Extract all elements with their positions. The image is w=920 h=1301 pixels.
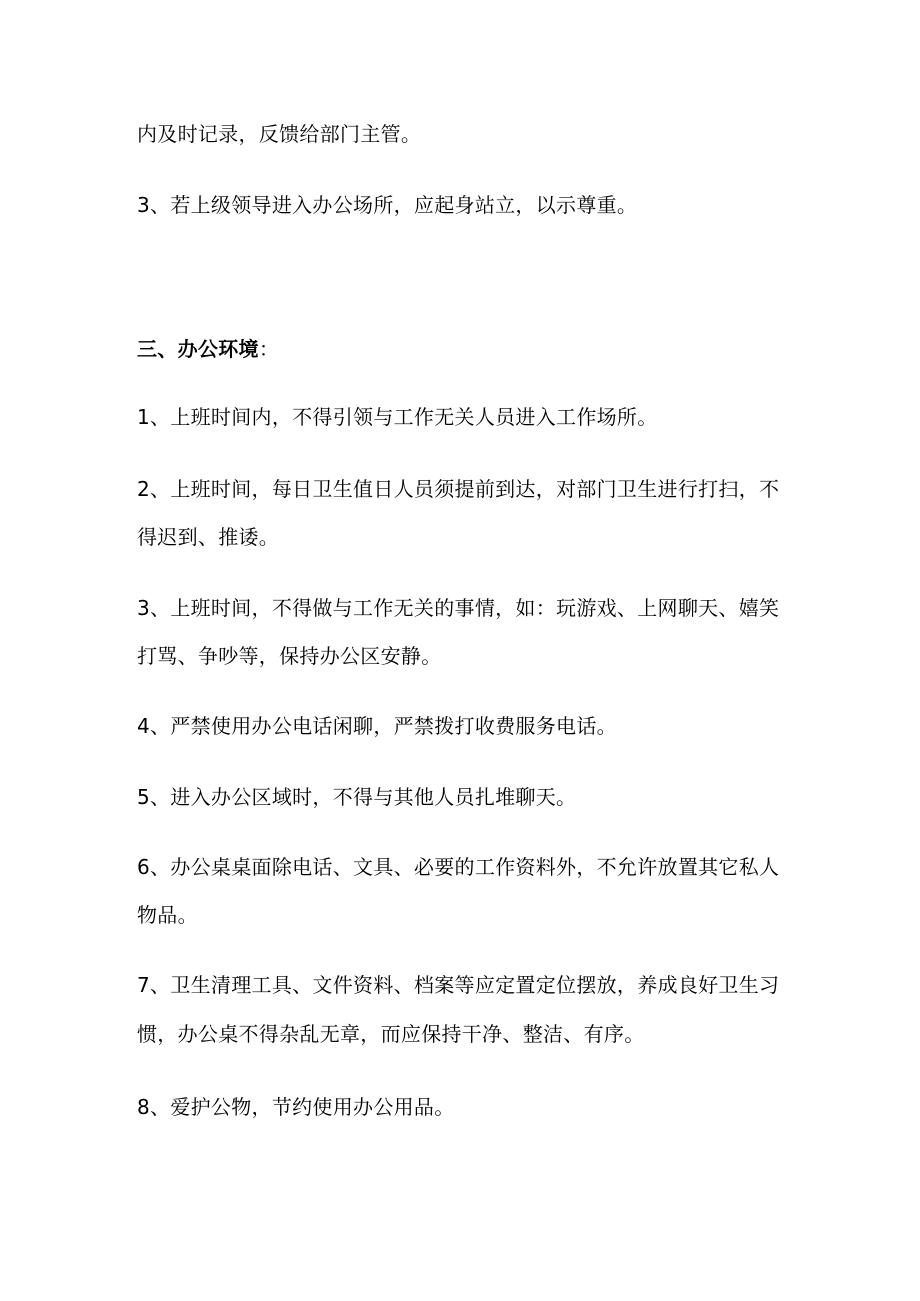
text-line: 打骂、争吵等，保持办公区安静。 [137,644,442,668]
text-line: 4、严禁使用办公电话闲聊，严禁拨打收费服务电话。 [137,714,617,738]
text-line: 2、上班时间，每日卫生值日人员须提前到达，对部门卫生进行打扫，不 [137,477,780,501]
text-line: 1、上班时间内，不得引领与工作无关人员进入工作场所。 [137,405,658,429]
text-line: 物品。 [137,903,198,927]
text-line: 3、若上级领导进入办公场所，应起身站立，以示尊重。 [137,193,638,217]
text-line: 内及时记录，反馈给部门主管。 [137,122,422,146]
text-line: 5、进入办公区域时，不得与其他人员扎堆聊天。 [137,785,577,809]
text-line: 惯，办公桌不得杂乱无章，而应保持干净、整洁、有序。 [137,1022,645,1046]
text-line: 6、办公桌桌面除电话、文具、必要的工作资料外，不允许放置其它私人 [137,855,780,879]
text-line: 3、上班时间，不得做与工作无关的事情，如：玩游戏、上网聊天、嬉笑 [137,596,780,620]
text-line: 7、卫生清理工具、文件资料、档案等应定置定位摆放，养成良好卫生习 [137,973,780,997]
text-line: 8、爱护公物，节约使用办公用品。 [137,1095,455,1119]
text-line: 得迟到、推诿。 [137,525,280,549]
section-heading-title: 三、办公环境 [137,337,259,361]
section-heading [137,337,797,361]
section-heading-colon: ： [258,337,280,361]
